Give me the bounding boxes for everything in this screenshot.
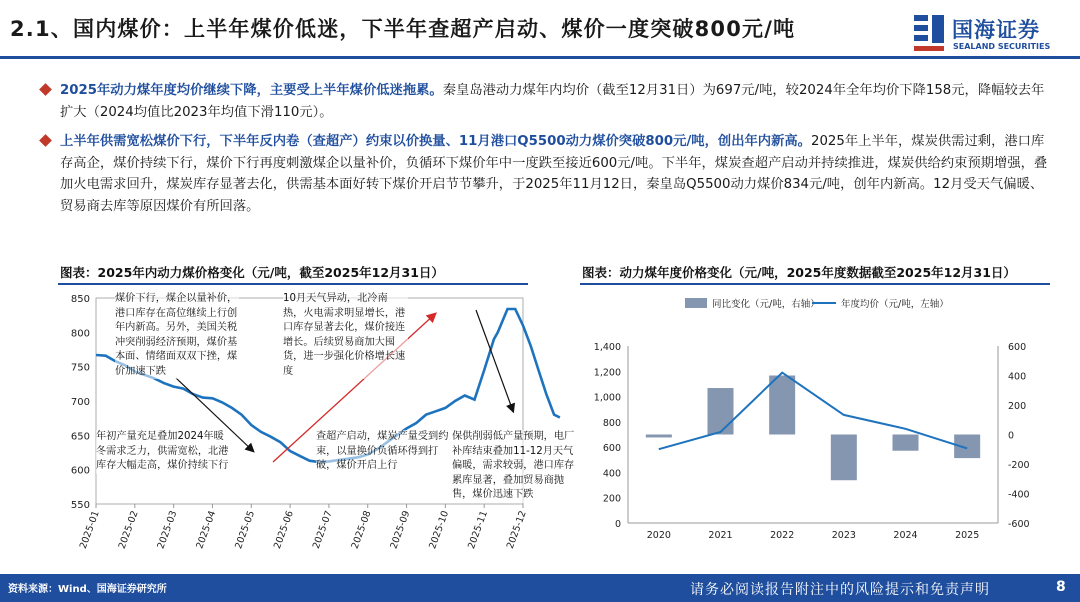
x-tick-label: 2025-01 xyxy=(77,509,102,551)
footer-bar xyxy=(0,574,1080,602)
data-source: 资料来源：Wind、国海证券研究所 xyxy=(8,584,167,595)
logo-mark-icon xyxy=(912,12,948,54)
x-tick-label: 2025-03 xyxy=(155,509,180,551)
logo-text-en: SEALAND SECURITIES xyxy=(953,42,1051,51)
header-divider xyxy=(0,56,1080,59)
x-tick-label: 2025-08 xyxy=(349,509,374,551)
x-category-label: 2020 xyxy=(646,530,671,541)
yoy-change-bar xyxy=(893,435,919,451)
disclaimer: 请务必阅读报告附注中的风险提示和免责声明 xyxy=(690,582,990,598)
y-left-tick-label: 0 xyxy=(614,519,621,530)
y-right-tick-label: 400 xyxy=(1008,371,1027,383)
y-tick-label: 650 xyxy=(70,431,90,443)
x-tick-label: 2025-07 xyxy=(310,509,335,551)
y-left-tick-label: 400 xyxy=(602,468,621,480)
y-left-tick-label: 1,200 xyxy=(593,367,621,379)
y-left-tick-label: 600 xyxy=(602,443,621,455)
company-logo xyxy=(910,10,1070,58)
x-tick-label: 2025-12 xyxy=(504,509,529,551)
right-bar-line-chart xyxy=(580,290,1050,550)
yoy-change-bar xyxy=(708,388,734,434)
x-tick-label: 2025-06 xyxy=(271,509,296,551)
annotation-overproduction-check: 查超产启动，煤炭产量受到约束，以量换价负循环得到打破，煤价开启上行 xyxy=(316,430,450,474)
left-caption-underline xyxy=(58,283,528,285)
y-tick-label: 550 xyxy=(70,500,90,511)
y-tick-label: 800 xyxy=(70,328,90,340)
right-chart-caption: 图表：动力煤年度价格变化（元/吨，2025年度数据截至2025年12月31日） xyxy=(582,265,1016,280)
x-tick-label: 2025-09 xyxy=(388,509,413,551)
yoy-change-bar xyxy=(646,435,672,438)
legend-bar-label: 同比变化（元/吨，右轴） xyxy=(712,299,820,310)
logo-text-cn: 国海证券 xyxy=(952,18,1040,42)
y-right-tick-label: -200 xyxy=(1008,460,1030,471)
x-tick-label: 2025-11 xyxy=(466,509,491,551)
annotation-oct-rise: 10月天气异动，北冷南热，火电需求明显增长，港口库存显著去化，煤价接连增长。后续贸易商加大囤货，进一步强化价格增长速度 xyxy=(283,292,408,379)
yoy-change-bar xyxy=(769,376,795,435)
bullet-2-text: 2025年上半年，煤炭供需过剩，港口库存高企，煤价持续下行，煤价下行再度刺激煤企以量补价，负循环下煤价年中一度跌至接近600元/吨。下半年，煤炭查超产启动并持续推进，煤炭供给约束预期增强，叠加火电需求回升，煤炭库存显著去化，供需基本面好转下煤价开启节节攀升，于2025年11月12日，秦皇岛Q5500动力煤价834元/吨，创年内新高。12月受天气偏暖、贸易商去库等原因煤价有所回落。 xyxy=(60,134,1048,214)
page-number: 8 xyxy=(1056,579,1066,595)
y-right-tick-label: -600 xyxy=(1008,519,1030,530)
annual-average-line xyxy=(659,373,967,450)
y-right-tick-label: 600 xyxy=(1008,342,1027,353)
bullet-2 xyxy=(60,131,1055,217)
y-right-tick-label: 200 xyxy=(1008,401,1027,412)
left-chart-caption: 图表：2025年内动力煤价格变化（元/吨，截至2025年12月31日） xyxy=(60,265,444,280)
right-caption-underline xyxy=(580,283,1050,285)
diamond-bullet-icon xyxy=(39,83,52,96)
y-right-tick-label: -400 xyxy=(1008,489,1030,501)
x-tick-label: 2025-02 xyxy=(116,509,141,551)
x-category-label: 2025 xyxy=(955,530,980,541)
x-category-label: 2021 xyxy=(708,530,733,541)
y-left-tick-label: 800 xyxy=(602,417,621,429)
diamond-bullet-icon xyxy=(39,134,52,147)
y-tick-label: 700 xyxy=(70,397,90,408)
y-tick-label: 850 xyxy=(70,294,90,305)
bullet-1-text: 秦皇岛港动力煤年内均价（截至12月31日）为697元/吨，较2024年全年均价下降158元，降幅较去年扩大（2024均值比2023年均值下滑110元）。 xyxy=(60,83,1045,120)
page-title: 2.1、国内煤价：上半年煤价低迷，下半年查超产启动、煤价一度突破800元/吨 xyxy=(10,17,796,41)
x-tick-label: 2025-05 xyxy=(233,509,258,551)
annotation-early-year: 年初产量充足叠加2024年暖冬需求乏力，供需宽松，北港库存大幅走高，煤价持续下行 xyxy=(96,430,230,474)
annotation-dec-decline: 保供削弱低产量预期，电厂补库结束叠加11-12月天气偏暖，需求较弱，港口库存累库显著，叠加贸易商抛售，煤价迅速下跌 xyxy=(452,430,580,503)
x-category-label: 2024 xyxy=(893,530,918,541)
x-tick-label: 2025-04 xyxy=(194,509,219,551)
y-tick-label: 750 xyxy=(70,362,90,374)
legend-bar-swatch xyxy=(685,298,707,308)
bullet-2-highlight: 上半年供需宽松煤价下行，下半年反内卷（查超产）约束以价换量、11月港口Q5500动力煤价突破800元/吨，创出年内新高。 xyxy=(60,134,811,149)
x-category-label: 2023 xyxy=(831,530,856,541)
legend-line-label: 年度均价（元/吨，左轴） xyxy=(841,299,949,310)
y-left-tick-label: 1,000 xyxy=(593,392,621,404)
yoy-change-bar xyxy=(831,435,857,481)
y-left-tick-label: 200 xyxy=(602,493,621,505)
downtrend-arrow-2 xyxy=(476,310,513,411)
bullet-1 xyxy=(60,80,1055,123)
annotation-h1-decline: 煤价下行，煤企以量补价，港口库存在高位继续上行创年内新高。另外，美国关税冲突削弱经济预期，煤价基本面、情绪面双双下挫，煤价加速下跌 xyxy=(115,292,239,379)
x-category-label: 2022 xyxy=(770,530,795,541)
y-tick-label: 600 xyxy=(70,465,90,477)
x-tick-label: 2025-10 xyxy=(427,509,452,551)
y-right-tick-label: 0 xyxy=(1008,430,1015,442)
bullet-1-highlight: 2025年动力煤年度均价继续下降，主要受上半年煤价低迷拖累。 xyxy=(60,83,443,98)
y-left-tick-label: 1,400 xyxy=(593,342,621,353)
